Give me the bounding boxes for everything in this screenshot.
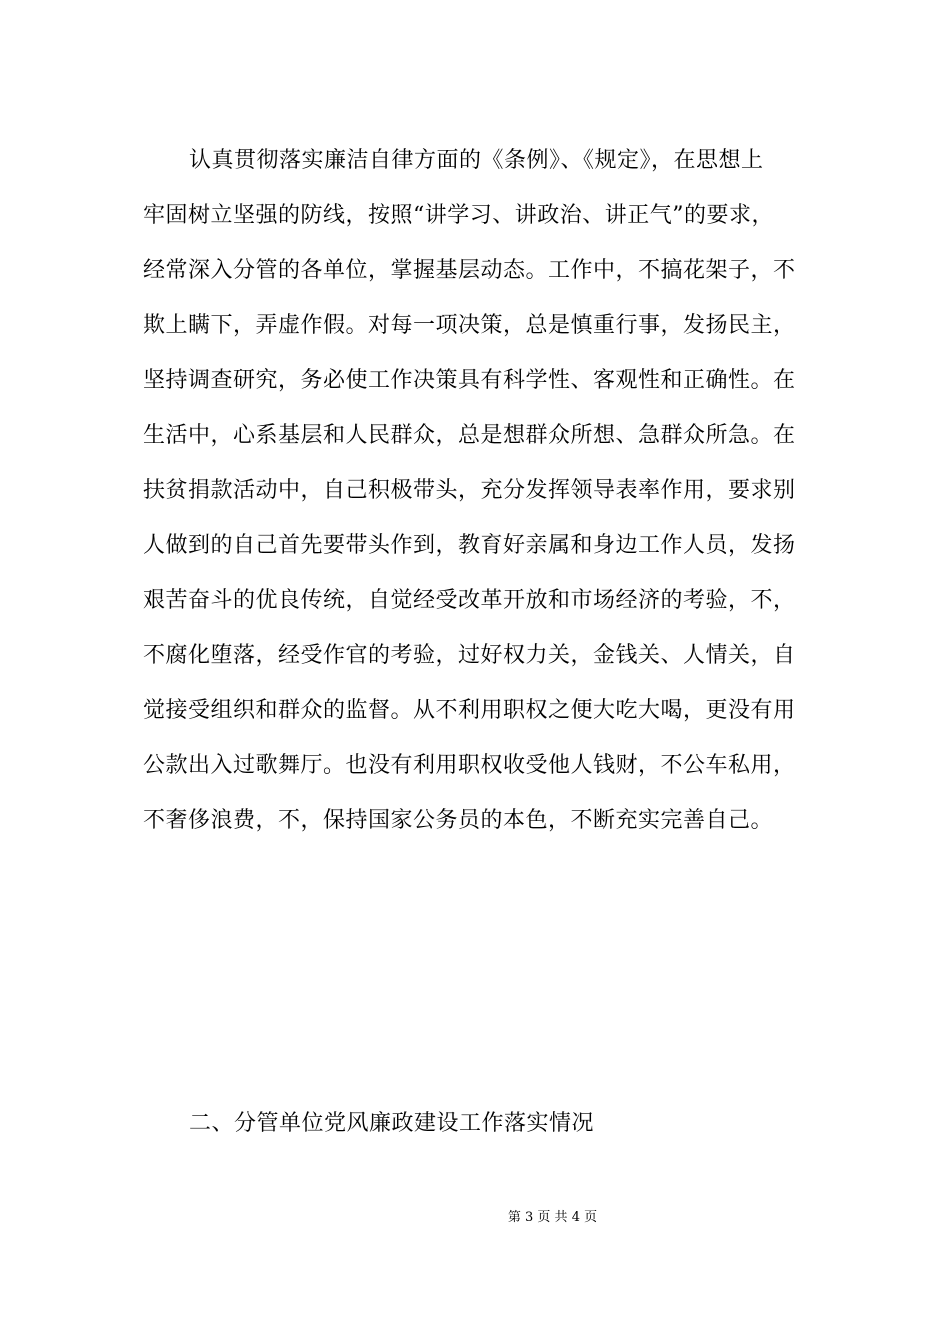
paragraph-line: 觉接受组织和群众的监督。从不利用职权之便大吃大喝，更没有用 (143, 698, 796, 723)
paragraph-line: 坚持调查研究，务必使工作决策具有科学性、客观性和正确性。在 (143, 368, 796, 393)
section-heading: 二、分管单位党风廉政建设工作落实情况 (189, 1111, 595, 1136)
paragraph-line: 牢固树立坚强的防线，按照“讲学习、讲政治、讲正气”的要求， (143, 203, 774, 228)
paragraph-line: 欺上瞒下，弄虚作假。对每一项决策，总是慎重行事，发扬民主， (143, 313, 796, 338)
paragraph-line: 不奢侈浪费，不，保持国家公务员的本色，不断充实完善自己。 (143, 808, 774, 833)
paragraph-line: 人做到的自己首先要带头作到，教育好亲属和身边工作人员，发扬 (143, 533, 796, 558)
paragraph-line: 经常深入分管的各单位，掌握基层动态。工作中，不搞花架子，不 (143, 258, 796, 283)
paragraph-line: 生活中，心系基层和人民群众，总是想群众所想、急群众所急。在 (143, 423, 796, 448)
body-paragraph (143, 133, 808, 848)
paragraph-line: 艰苦奋斗的优良传统，自觉经受改革开放和市场经济的考验，不， (143, 588, 796, 613)
paragraph-line: 扶贫捐款活动中，自己积极带头，充分发挥领导表率作用，要求别 (143, 478, 796, 503)
paragraph-line: 不腐化堕落，经受作官的考验，过好权力关，金钱关、人情关，自 (143, 643, 796, 668)
paragraph-line: 认真贯彻落实廉洁自律方面的《条例》、《规定》，在思想上 (189, 148, 764, 173)
page-footer: 第 3 页 共 4 页 (507, 1210, 598, 1225)
paragraph-line: 公款出入过歌舞厅。也没有利用职权收受他人钱财，不公车私用， (143, 753, 796, 778)
